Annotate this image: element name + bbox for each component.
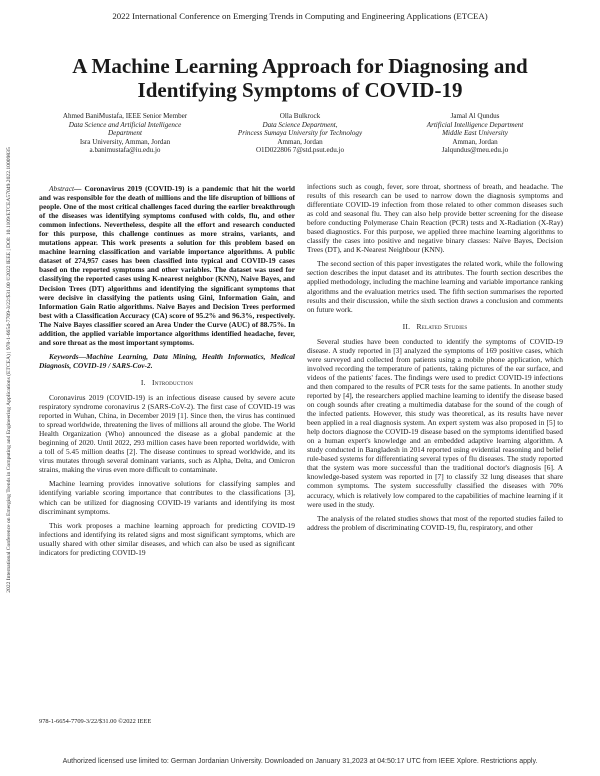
abstract-text: — Coronavirus 2019 (COVID-19) is a pandemic that hit the world and was responsible for the death of millions and the life disruption of billions of people. One of the most critical challenges faced during the earlier breakthrough of the diseases was identifying symptoms confused with colds, flu, and other common infections. Nevertheless, despite all the effort and research conducted for this purpose, this challenge continues as more strains, variants, and mutations appear. This work presents a solution for this problem based on machine learning classification and variable importance algorithms. A public dataset of 274,957 cases has been classified into typical and COVID-19 cases based on the reported symptoms and other variables. The dataset was used for classifying the reported cases using K-nearest neighbor (KNN), Naive Bayes, and Decision Trees (DT) algorithms and identifying the significant symptoms that were decisive in classifying the patients using Gini, Information Gain, and Information Gain Ratio algorithms. Naive Bayes and Decision Trees performed best with a Classification Accuracy (CA) score of 95.2% and 96.3%, respectively. The Naive Bayes classifier scored an Area Under the Curve (AUC) of 88.75%. In addition, the applied variable importance algorithms identified headache, fever, and sore throat as the most important symptoms. (39, 184, 295, 347)
author-email[interactable]: O1D022806 7@std.psut.edu.jo (255, 146, 345, 155)
abstract (39, 184, 295, 347)
author-dept-line2: Middle East University (442, 129, 508, 138)
right-column (307, 182, 563, 537)
author-org: Amman, Jordan (277, 137, 323, 146)
author-2 (215, 112, 385, 155)
author-dept-line2: Department (108, 129, 142, 138)
sidebar-citation-text: 2022 International Conference on Emerging Trends in Computing and Engineering Applications (ETCEA) | 978-1-6654-7709-3/22/$31.00 ©2022 IEEE | DOI: 10.1109/ETCEA57049.2022.10009835 (6, 147, 12, 593)
author-dept: Artificial Intelligence Department (426, 120, 524, 129)
author-name: Ahmed BaniMustafa, IEEE Senior Member (62, 112, 188, 120)
isbn-copyright: 978-1-6654-7709-3/22/$31.00 ©2022 IEEE (39, 718, 152, 725)
author-name: Olla Bulkrock (279, 112, 321, 120)
paragraph: The second section of this paper investigates the related work, while the following section describes the input dataset and its attributes. The fourth section describes the applied methodology, including the machine learning and variable importance ranking algorithms and the evaluation metrics used. The fifth section summarises the reported results and their discussion, while the sixth section draws a conclusion and comments on future work. (307, 259, 563, 314)
paragraph: infections such as cough, fever, sore throat, shortness of breath, and headache. The results of this research can be used to narrow down the diagnosis symptoms and differentiate COVID-19 infection from those related to other common diseases such as cold and seasonal flu. They can also help provide better screening for the disease before conducting Polymerase Chain Reaction (PCR) tests and X-Radiation (X-Ray) based diagnostics. For this purpose, we applied three machine learning algorithms to classify the cases into positive and negative binary classes: Naïve Bayes, Decision Trees (DT), and K-Nearest Neighbour (KNN). (307, 182, 563, 255)
sidebar-citation (2, 70, 16, 670)
author-org: Amman, Jordan (452, 137, 498, 146)
author-1 (40, 112, 210, 155)
author-name: Jamal Al Qundus (450, 112, 500, 120)
paragraph: Several studies have been conducted to identify the symptoms of COVID-19 disease. A study reported in [3] analyzed the symptoms of 169 positive cases, which were surveyed and collected from patients using a mobile phone application, which involved recording the temperature of patients, taking pictures of the ear surface, and videos of the patients' faces. The findings were used to predict COVID-19 infections and then compared to the results of PCR tests for the same patients. In another study reported by [4], the researchers applied machine learning to identify the disease based on cough sounds after creating a multimedia database for the sound of the cough of the infected patients. However, this study was theoretical, as its results have never been applied in a real diagnosis system. An expert system was also proposed in [5] to help doctors diagnose the COVID-19 disease based on the symptoms identified based on a human expert's knowledge and an embedded adaptive learning algorithm. A study conducted in Bangladesh in 2014 reported using evidential reasoning and belief rule-based systems for differentiating several types of flu diseases. The study reported that the system was more successful than the traditional doctor's diagnosis [6]. A knowledge-based system was reported in [7] to classify 32 lung diseases that share common symptoms. The system successfully classified the diseases with 70% accuracy, which is relatively low compared to the capabilities of machine learning if it were used in the study. (307, 336, 563, 509)
paragraph: This work proposes a machine learning approach for predicting COVID-19 infections and identifying its related signs and most significant symptoms, which are usually shared with other similar diseases, and which can also be used as significant indicators for predicting COVID-19 (39, 520, 295, 557)
author-email[interactable]: Jalqundus@meu.edu.jo (441, 146, 509, 155)
author-email[interactable]: a.banimustafa@iu.edu.jo (89, 146, 161, 155)
author-block (40, 112, 560, 155)
author-org: Isra University, Amman, Jordan (79, 137, 171, 146)
paragraph: Coronavirus 2019 (COVID-19) is an infectious disease caused by severe acute respiratory syndrome coronavirus 2 (SARS-CoV-2). The first case of COVID-19 was reported in Wuhan, China, in December 2019 [1]. Since then, the virus has continued to spread worldwide, threatening the lives of millions all around the globe. The World Health Organization (Who) announced the disease as a global pandemic at the beginning of 2020. Until 2022, 293 million cases have been reported worldwide, with a toll of 5.45 million deaths [2]. The disease continues to spread worldwide, and its virus mutates through several dominant variants, such as Alpha, Delta, and Omicron strains, making the virus even more difficult to contaminate. (39, 392, 295, 475)
paper-title: A Machine Learning Approach for Diagnosing and Identifying Symptoms of COVID-19 (72, 54, 528, 102)
author-dept: Data Science and Artificial Intelligence (68, 120, 182, 129)
section-heading-related-studies: II. Related Studies (402, 321, 468, 331)
section-heading-introduction: I. Introduction (140, 377, 194, 387)
conference-header: 2022 International Conference on Emerging Trends in Computing and Engineering Applications (ETCEA) (112, 11, 488, 21)
author-3 (390, 112, 560, 155)
author-dept: Data Science Department, (262, 120, 338, 129)
license-footer: Authorized licensed use limited to: German Jordanian University. Downloaded on January 31,2023 at 04:50:17 UTC from IEEE Xplore. Restrictions apply. (62, 758, 538, 765)
left-column (39, 184, 295, 562)
abstract-label: Abstract (49, 184, 75, 193)
paragraph: Machine learning provides innovative solutions for classifying samples and identifying variable scoring importance that contributes to the classifications [3], which can be utilized for diagnosing COVID-19 variants and identifying its most discriminant symptoms. (39, 479, 295, 516)
paragraph: The analysis of the related studies shows that most of the reported studies failed to address the problem of discriminating COVID-19, flu, respiratory, and other (307, 513, 563, 532)
keywords: Keywords—Machine Learning, Data Mining, Health Informatics, Medical Diagnosis, COVID-19 / SARS-Cov-2. (39, 351, 295, 370)
author-dept-line2: Princess Sumaya University for Technology (237, 129, 363, 138)
